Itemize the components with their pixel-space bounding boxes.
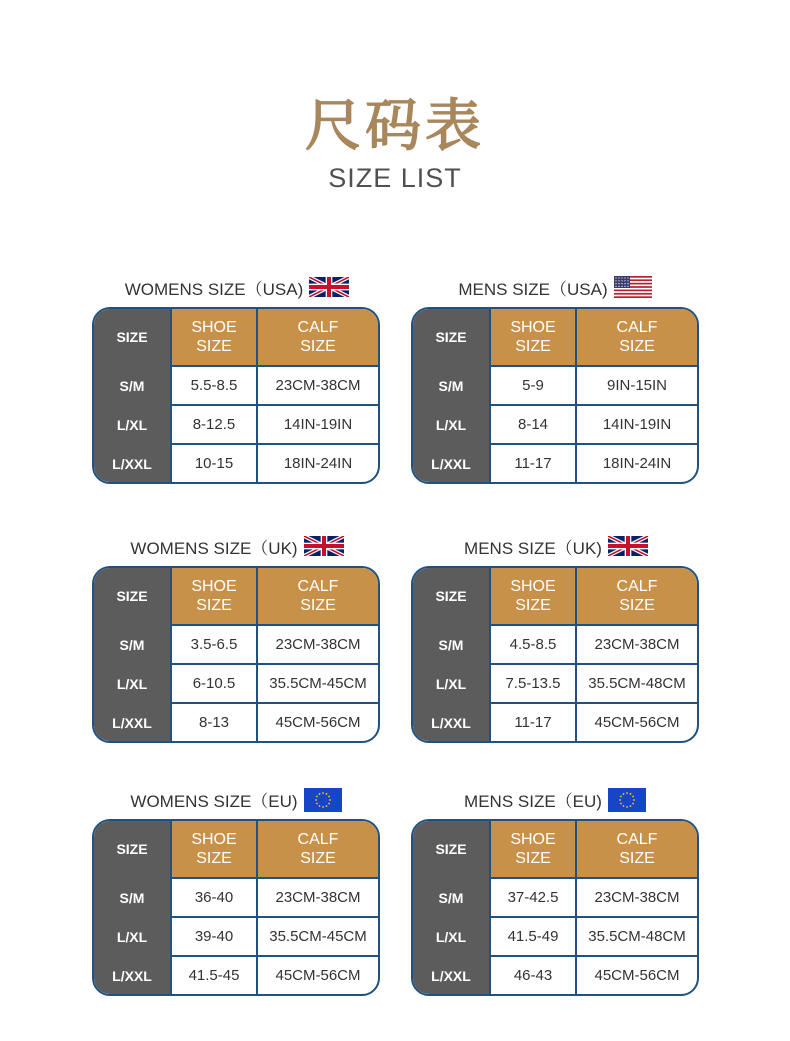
calf-size-cell: 35.5CM-48CM xyxy=(575,663,697,702)
table-row xyxy=(413,624,697,663)
calf-header-line2: SIZE xyxy=(300,850,336,867)
shoe-size-cell: 4.5-8.5 xyxy=(489,624,575,663)
calf-size-cell: 35.5CM-48CM xyxy=(575,916,697,955)
uk-flag-icon xyxy=(309,276,349,298)
size-table-block xyxy=(411,784,701,984)
size-table-block xyxy=(92,272,382,472)
table-row xyxy=(94,365,378,404)
calf-header-line2: SIZE xyxy=(619,850,655,867)
shoe-size-header xyxy=(170,309,256,365)
shoe-header-line2: SIZE xyxy=(196,597,232,614)
size-header: SIZE xyxy=(94,309,170,365)
shoe-size-header xyxy=(170,568,256,624)
shoe-size-cell: 41.5-45 xyxy=(170,955,256,994)
shoe-size-header xyxy=(489,568,575,624)
page-subtitle: SIZE LIST xyxy=(328,163,462,193)
shoe-size-cell: 6-10.5 xyxy=(170,663,256,702)
shoe-header-line1: SHOE xyxy=(191,319,237,336)
table-header-row xyxy=(413,309,697,365)
size-label-cell: L/XL xyxy=(413,916,489,955)
size-label-cell: L/XXL xyxy=(413,955,489,994)
size-table xyxy=(92,819,380,996)
calf-size-cell: 45CM-56CM xyxy=(575,702,697,741)
calf-size-cell: 14IN-19IN xyxy=(575,404,697,443)
size-label-cell: S/M xyxy=(413,624,489,663)
table-caption-text: MENS SIZE（USA) xyxy=(458,279,608,299)
size-table xyxy=(92,307,380,484)
table-row xyxy=(94,702,378,741)
table-row xyxy=(94,877,378,916)
size-table xyxy=(92,566,380,743)
us-flag-icon xyxy=(614,276,654,298)
size-label-cell: L/XL xyxy=(94,663,170,702)
shoe-size-cell: 8-13 xyxy=(170,702,256,741)
calf-header-line1: CALF xyxy=(616,831,658,848)
table-header-row xyxy=(94,821,378,877)
table-header-row xyxy=(94,309,378,365)
size-header: SIZE xyxy=(413,568,489,624)
table-caption-text: MENS SIZE（EU) xyxy=(464,791,602,811)
shoe-header-line1: SHOE xyxy=(510,319,556,336)
size-label-cell: L/XXL xyxy=(413,443,489,482)
table-caption xyxy=(411,531,701,561)
table-caption xyxy=(92,784,382,814)
shoe-header-line1: SHOE xyxy=(191,578,237,595)
size-label-cell: L/XL xyxy=(94,404,170,443)
shoe-size-cell: 7.5-13.5 xyxy=(489,663,575,702)
table-caption xyxy=(411,272,701,302)
table-caption-text: WOMENS SIZE（USA) xyxy=(124,279,304,299)
calf-size-header xyxy=(256,821,378,877)
calf-size-header xyxy=(575,309,697,365)
calf-size-header xyxy=(575,568,697,624)
size-header: SIZE xyxy=(94,568,170,624)
calf-size-cell: 45CM-56CM xyxy=(575,955,697,994)
calf-size-cell: 35.5CM-45CM xyxy=(256,663,378,702)
table-row xyxy=(413,443,697,482)
size-header: SIZE xyxy=(413,821,489,877)
calf-size-cell: 23CM-38CM xyxy=(575,624,697,663)
size-table xyxy=(411,819,699,996)
shoe-size-cell: 8-14 xyxy=(489,404,575,443)
calf-size-cell: 23CM-38CM xyxy=(256,624,378,663)
calf-header-line1: CALF xyxy=(616,578,658,595)
calf-size-header xyxy=(256,568,378,624)
uk-flag-icon xyxy=(304,535,344,557)
shoe-header-line1: SHOE xyxy=(510,831,556,848)
size-header: SIZE xyxy=(413,309,489,365)
table-row xyxy=(413,365,697,404)
table-row xyxy=(94,624,378,663)
shoe-header-line2: SIZE xyxy=(196,338,232,355)
table-row xyxy=(94,443,378,482)
size-table-block xyxy=(411,531,701,731)
size-label-cell: L/XXL xyxy=(413,702,489,741)
shoe-header-line2: SIZE xyxy=(515,338,551,355)
table-caption-text: MENS SIZE（UK) xyxy=(464,538,602,558)
shoe-size-cell: 36-40 xyxy=(170,877,256,916)
calf-size-header xyxy=(256,309,378,365)
size-table-block xyxy=(411,272,701,472)
size-header: SIZE xyxy=(94,821,170,877)
calf-size-cell: 23CM-38CM xyxy=(256,877,378,916)
shoe-size-header xyxy=(170,821,256,877)
shoe-size-cell: 10-15 xyxy=(170,443,256,482)
size-table-block xyxy=(92,531,382,731)
page-title: 尺码表 xyxy=(305,94,485,159)
calf-size-cell: 9IN-15IN xyxy=(575,365,697,404)
shoe-size-cell: 3.5-6.5 xyxy=(170,624,256,663)
shoe-size-cell: 5.5-8.5 xyxy=(170,365,256,404)
size-label-cell: L/XXL xyxy=(94,702,170,741)
table-row xyxy=(413,955,697,994)
shoe-header-line2: SIZE xyxy=(515,850,551,867)
size-label-cell: S/M xyxy=(94,624,170,663)
table-row xyxy=(94,404,378,443)
table-header-row xyxy=(94,568,378,624)
calf-size-header xyxy=(575,821,697,877)
table-caption xyxy=(411,784,701,814)
shoe-size-cell: 39-40 xyxy=(170,916,256,955)
shoe-size-cell: 8-12.5 xyxy=(170,404,256,443)
size-label-cell: L/XL xyxy=(94,916,170,955)
calf-header-line1: CALF xyxy=(616,319,658,336)
calf-header-line1: CALF xyxy=(297,319,339,336)
table-row xyxy=(94,955,378,994)
table-row xyxy=(413,404,697,443)
table-row xyxy=(94,916,378,955)
calf-header-line2: SIZE xyxy=(300,338,336,355)
calf-size-cell: 23CM-38CM xyxy=(575,877,697,916)
table-caption xyxy=(92,531,382,561)
calf-header-line2: SIZE xyxy=(300,597,336,614)
calf-header-line1: CALF xyxy=(297,831,339,848)
shoe-header-line2: SIZE xyxy=(196,850,232,867)
table-row xyxy=(413,877,697,916)
uk-flag-icon xyxy=(608,535,648,557)
size-label-cell: S/M xyxy=(94,877,170,916)
size-table xyxy=(411,307,699,484)
calf-size-cell: 45CM-56CM xyxy=(256,702,378,741)
shoe-size-cell: 11-17 xyxy=(489,702,575,741)
calf-size-cell: 14IN-19IN xyxy=(256,404,378,443)
size-label-cell: S/M xyxy=(94,365,170,404)
calf-size-cell: 23CM-38CM xyxy=(256,365,378,404)
size-label-cell: L/XL xyxy=(413,404,489,443)
size-label-cell: S/M xyxy=(413,365,489,404)
table-caption-text: WOMENS SIZE（UK) xyxy=(130,538,298,558)
table-header-row xyxy=(413,568,697,624)
calf-header-line2: SIZE xyxy=(619,597,655,614)
shoe-size-cell: 46-43 xyxy=(489,955,575,994)
table-caption xyxy=(92,272,382,302)
eu-flag-icon xyxy=(608,788,648,810)
shoe-header-line1: SHOE xyxy=(191,831,237,848)
size-label-cell: S/M xyxy=(413,877,489,916)
shoe-header-line2: SIZE xyxy=(515,597,551,614)
table-row xyxy=(413,663,697,702)
shoe-size-header xyxy=(489,309,575,365)
calf-header-line1: CALF xyxy=(297,578,339,595)
calf-header-line2: SIZE xyxy=(619,338,655,355)
shoe-size-cell: 37-42.5 xyxy=(489,877,575,916)
table-row xyxy=(94,663,378,702)
calf-size-cell: 35.5CM-45CM xyxy=(256,916,378,955)
shoe-size-cell: 41.5-49 xyxy=(489,916,575,955)
size-table xyxy=(411,566,699,743)
calf-size-cell: 18IN-24IN xyxy=(575,443,697,482)
size-label-cell: L/XL xyxy=(413,663,489,702)
size-label-cell: L/XXL xyxy=(94,443,170,482)
size-label-cell: L/XXL xyxy=(94,955,170,994)
calf-size-cell: 18IN-24IN xyxy=(256,443,378,482)
shoe-size-cell: 5-9 xyxy=(489,365,575,404)
eu-flag-icon xyxy=(304,788,344,810)
table-header-row xyxy=(413,821,697,877)
table-row xyxy=(413,702,697,741)
table-caption-text: WOMENS SIZE（EU) xyxy=(130,791,298,811)
shoe-size-header xyxy=(489,821,575,877)
table-row xyxy=(413,916,697,955)
shoe-size-cell: 11-17 xyxy=(489,443,575,482)
size-table-block xyxy=(92,784,382,984)
shoe-header-line1: SHOE xyxy=(510,578,556,595)
calf-size-cell: 45CM-56CM xyxy=(256,955,378,994)
